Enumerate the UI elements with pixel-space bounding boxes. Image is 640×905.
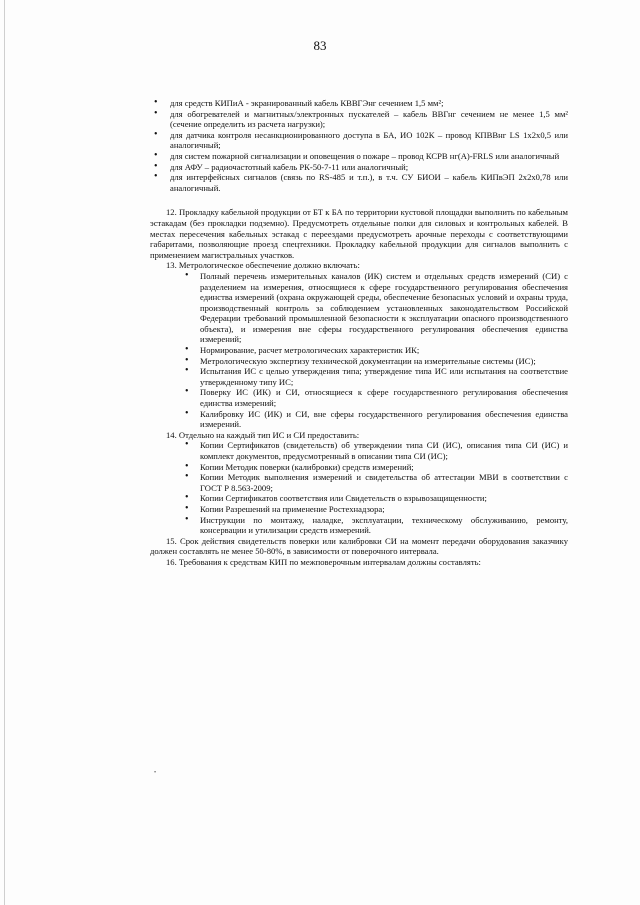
paragraph-12: 12. Прокладку кабельной продукции от БТ к БА по территории кустовой площадки выполнить по кабельным эстакадам (без прокладки подземно). Предусмотреть отдельные полки для силовых и контрольных кабелей. В местах пересечения кабельных эстакад с переездами предусмотреть арочные переходы с соответствующими габаритами, позволяющие проезд спецтехники. Прокладку кабельной продукции для сигналов выполнить с применением магистральных участков.: [150, 207, 568, 260]
page-number: 83: [313, 38, 327, 53]
paragraph-13: 13. Метрологическое обеспечение должно включать:: [166, 260, 360, 271]
list-item: • для средств КИПиА - экранированный кабель КВВГЭнг сечением 1,5 мм²;: [150, 98, 568, 109]
paragraph-15: 15. Срок действия свидетельств поверки или калибровки СИ на момент передачи оборудования заказчику должен составлять не менее 50-80%, в зависимости от поверочного интервала.: [150, 535, 568, 557]
paragraph-14: 14. Отдельно на каждый тип ИС и СИ предоставить:: [166, 429, 360, 440]
metrology-bullet-list: [150, 271, 568, 430]
list-item: • для интерфейсных сигналов (связь по RS-485 и т.п.), в т.ч. СУ БИОИ – кабель КИПвЭП 2x2x0,78 или аналогичный.: [150, 172, 568, 193]
list-item: • для датчика контроля несанкционированного доступа в БА, ИО 102К – провод КПВВнг LS 1x2x0,5 или аналогичный;: [150, 130, 568, 151]
list-item: • Копии Методик поверки (калибровки) средств измерений;: [150, 462, 568, 473]
cable-bullet-list: [150, 98, 568, 193]
list-item: • Испытания ИС с целью утверждения типа; утверждение типа ИС или испытания на соответствие утвержденному типу ИС;: [150, 366, 568, 387]
list-item: • Инструкции по монтажу, наладке, эксплуатации, техническому обслуживанию, ремонту, консервации и утилизации средств измерений.: [150, 515, 568, 536]
list-item: • Метрологическую экспертизу технической документации на измерительные системы (ИС);: [150, 356, 568, 367]
list-item: • для АФУ – радиочастотный кабель РК-50-7-11 или аналогичный;: [150, 162, 568, 173]
list-item: • Поверку ИС (ИК) и СИ, относящиеся к сфере государственного регулирования обеспечения единства измерений;: [150, 387, 568, 408]
list-item: • Копии Методик выполнения измерений и свидетельства об аттестации МВИ в соответствии с ГОСТ Р 8.563-2009;: [150, 472, 568, 493]
list-item: • для систем пожарной сигнализации и оповещения о пожаре – провод КСРВ нг(А)-FRLS или аналогичный: [150, 151, 568, 162]
list-item: • Калибровку ИС (ИК) и СИ, вне сферы государственного регулирования обеспечения единства измерений.: [150, 409, 568, 430]
list-item: • Копии Сертификатов (свидетельств) об утверждении типа СИ (ИС), описания типа СИ (ИС) и комплект документов, предусмотренный в описании типа СИ (ИС);: [150, 440, 568, 461]
documents-bullet-list: [150, 440, 568, 535]
scan-speck: •: [154, 770, 157, 776]
list-item: • Копии Разрешений на применение Ростехнадзора;: [150, 504, 568, 515]
list-item: • Копии Сертификатов соответствия или Свидетельств о взрывозащищенности;: [150, 493, 568, 504]
document-body: [150, 98, 568, 568]
page-edge-line: [4, 0, 5, 905]
paragraph-16: 16. Требования к средствам КИП по межповерочным интервалам должны составлять:: [166, 556, 481, 567]
list-item: • для обогревателей и магнитных/электронных пускателей – кабель ВВГнг сечением не менее 1,5 мм² (сечение определить из расчета нагрузки);: [150, 109, 568, 130]
list-item: • Полный перечень измерительных каналов (ИК) систем и отдельных средств измерений (СИ) с разделением на измерения, относящиеся к сфере государственного регулирования обеспечения единства измерений (охрана окружающей среды, обеспечение безопасных условий и охраны труда, производственный контроль за соблюдением установленных законодательством Российской Федерации требований промышленной безопасности к эксплуатации опасного производственного объекта), и измерения вне сферы государственного регулирования обеспечения единства измерений;: [150, 271, 568, 345]
list-item: • Нормирование, расчет метрологических характеристик ИК;: [150, 345, 568, 356]
